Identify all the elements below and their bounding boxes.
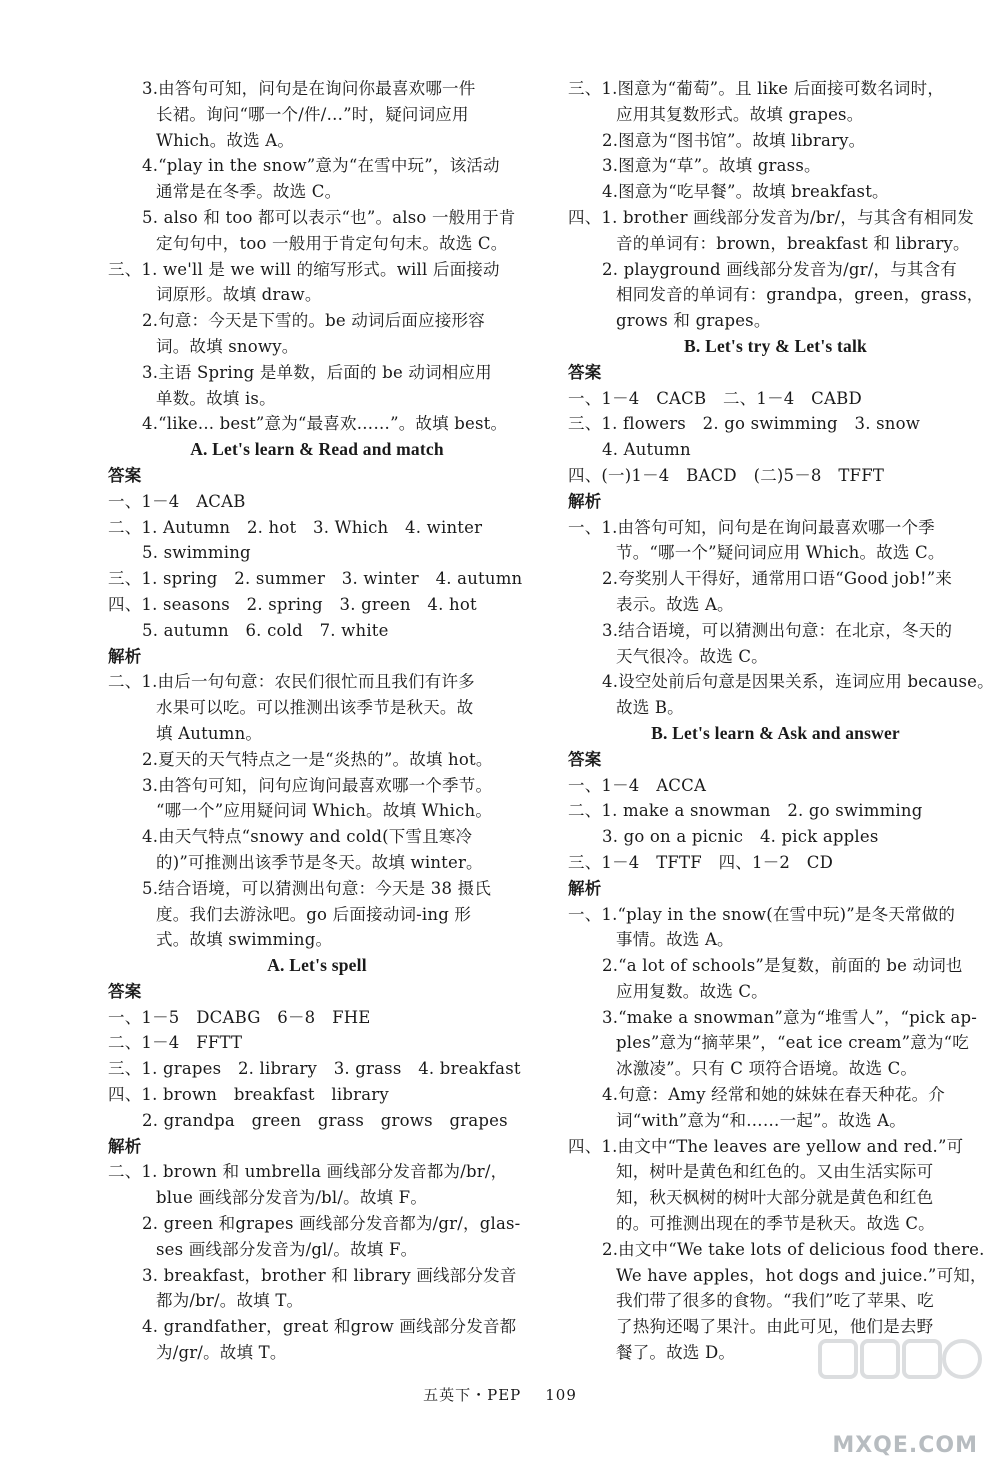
- left-column: [108, 76, 526, 1366]
- section-label: 答案: [568, 749, 602, 769]
- text-line: 一、1－5 DCABG 6－8 FHE: [108, 1007, 371, 1027]
- text-line: 填 Autumn。: [156, 723, 263, 743]
- text-line: 4.句意：Amy 经常和她的妹妹在春天种花。介: [602, 1085, 945, 1105]
- text-line: 一、1－4 CACB 二、1－4 CABD: [568, 388, 862, 408]
- text-line: 应用复数。故选 C。: [616, 981, 768, 1001]
- text-line: 的。可推测出现在的季节是秋天。故选 C。: [616, 1214, 935, 1234]
- text-line: 四、1. brother 画线部分发音为/br/，与其含有相同发: [568, 207, 974, 227]
- text-line: 长裙。询问“哪一个/件/…”时，疑问词应用: [156, 104, 469, 124]
- section-heading: A. Let's spell: [267, 955, 367, 976]
- text-line: 事情。故选 A。: [616, 930, 734, 950]
- text-line: 知，秋天枫树的树叶大部分就是黄色和红色: [616, 1188, 934, 1208]
- text-line: 3. go on a picnic 4. pick apples: [602, 827, 879, 847]
- text-line: 2.由文中“We take lots of delicious food there.: [602, 1239, 985, 1259]
- footer-label: 五英下・PEP: [423, 1386, 522, 1404]
- text-line: 的)”可推测出该季节是冬天。故填 winter。: [156, 852, 483, 872]
- text-line: 2.图意为“图书馆”。故填 library。: [602, 130, 866, 150]
- text-line: 4.“like... best”意为“最喜欢……”。故填 best。: [142, 414, 508, 434]
- text-line: 二、1. brown 和 umbrella 画线部分发音都为/br/，: [108, 1162, 508, 1182]
- text-line: 都为/br/。故填 T。: [156, 1291, 304, 1311]
- section-label: 答案: [108, 981, 142, 1001]
- watermark-text: MXQE.COM: [832, 1433, 978, 1458]
- text-line: 定句句中，too 一般用于肯定句句末。故选 C。: [156, 233, 508, 253]
- text-line: ses 画线部分发音为/gl/。故填 F。: [156, 1239, 418, 1259]
- text-line: 2.“a lot of schools”是复数，前面的 be 动词也: [602, 956, 963, 976]
- text-line: 4.图意为“吃早餐”。故填 breakfast。: [602, 182, 889, 202]
- section-label: 答案: [108, 465, 142, 485]
- text-line: 三、1. we'll 是 we will 的缩写形式。will 后面接动: [108, 259, 500, 279]
- section-heading: B. Let's learn & Ask and answer: [651, 722, 900, 743]
- watermark-logo-icon: [816, 1335, 986, 1430]
- text-line: 5. autumn 6. cold 7. white: [142, 620, 389, 640]
- text-line: 5.结合语境，可以猜测出句意：今天是 38 摄氏: [142, 878, 492, 898]
- text-line: 4.设空处前后句意是因果关系，连词应用 because。: [602, 672, 994, 692]
- text-line: 2.句意：今天是下雪的。be 动词后面应接形容: [142, 311, 485, 331]
- right-column: [568, 76, 994, 1366]
- text-line: 我们带了很多的食物。“我们”吃了苹果、吃: [616, 1291, 934, 1311]
- text-line: 四、(一)1－4 BACD (二)5－8 TFFT: [568, 465, 885, 485]
- text-line: 二、1.由后一句句意：农民们很忙而且我们有许多: [108, 672, 475, 692]
- text-line: 2.夸奖别人干得好，通常用口语“Good job!”来: [602, 569, 953, 589]
- text-line: 5. swimming: [142, 543, 251, 563]
- text-line: 餐了。故选 D。: [616, 1343, 736, 1363]
- text-line: 四、1. seasons 2. spring 3. green 4. hot: [108, 594, 477, 614]
- text-line: ples”意为“摘苹果”，“eat ice cream”意为“吃: [616, 1033, 969, 1053]
- text-line: We have apples，hot dogs and juice.”可知，: [616, 1265, 987, 1285]
- text-line: “哪一个”应用疑问词 Which。故填 Which。: [156, 801, 493, 821]
- text-line: 二、1. Autumn 2. hot 3. Which 4. winter: [108, 517, 483, 537]
- text-line: 三、1. grapes 2. library 3. grass 4. breakfast: [108, 1059, 521, 1079]
- text-line: 表示。故选 A。: [616, 594, 734, 614]
- text-line: 2. grandpa green grass grows grapes: [142, 1110, 508, 1130]
- text-line: 应用其复数形式。故填 grapes。: [616, 104, 864, 124]
- page-number: 109: [545, 1386, 577, 1404]
- text-line: 音的单词有：brown，breakfast 和 library。: [616, 233, 970, 253]
- section-label: 解析: [108, 646, 142, 666]
- section-heading: A. Let's learn & Read and match: [190, 439, 444, 460]
- text-line: 一、1.由答句可知，问句是在询问最喜欢哪一个季: [568, 517, 935, 537]
- text-line: 一、1－4 ACAB: [108, 491, 246, 511]
- text-line: 四、1. brown breakfast library: [108, 1085, 389, 1105]
- text-line: 3.由答句可知，问句是在询问你最喜欢哪一件: [142, 79, 476, 98]
- text-line: 度。我们去游泳吧。go 后面接动词-ing 形: [156, 904, 472, 924]
- text-line: 2. green 和grapes 画线部分发音都为/gr/，glas-: [142, 1214, 521, 1234]
- text-line: 了热狗还喝了果汁。由此可见，他们是去野: [616, 1317, 934, 1337]
- text-line: 4. grandfather，great 和grow 画线部分发音都: [142, 1317, 517, 1337]
- section-heading: B. Let's try & Let's talk: [684, 335, 867, 356]
- text-line: 二、1. make a snowman 2. go swimming: [568, 801, 923, 821]
- text-line: 3.由答句可知，问句应询问最喜欢哪一个季节。: [142, 775, 493, 795]
- text-line: 4. Autumn: [602, 440, 691, 460]
- text-line: 为/gr/。故填 T。: [156, 1343, 287, 1363]
- text-line: 故选 B。: [616, 698, 684, 718]
- text-line: 4.由天气特点“snowy and cold(下雪且寒冷: [142, 827, 473, 847]
- text-line: 3. breakfast，brother 和 library 画线部分发音: [142, 1265, 517, 1285]
- text-line: 词。故填 snowy。: [156, 336, 299, 356]
- text-line: 一、1.“play in the snow(在雪中玩)”是冬天常做的: [568, 904, 956, 924]
- section-label: 解析: [568, 491, 602, 511]
- text-line: Which。故选 A。: [156, 130, 295, 150]
- section-label: 解析: [108, 1136, 142, 1156]
- text-line: 2. playground 画线部分发音为/gr/，与其含有: [602, 259, 957, 279]
- text-line: 2.夏天的天气特点之一是“炎热的”。故填 hot。: [142, 749, 493, 769]
- text-line: 5. also 和 too 都可以表示“也”。also 一般用于肯: [142, 207, 516, 227]
- text-line: 四、1.由文中“The leaves are yellow and red.”可: [568, 1136, 964, 1156]
- text-line: 三、1. spring 2. summer 3. winter 4. autumn: [108, 569, 523, 589]
- text-line: 通常是在冬季。故选 C。: [156, 182, 342, 202]
- text-line: 节。“哪一个”疑问词应用 Which。故选 C。: [616, 543, 945, 563]
- text-line: 3.“make a snowman”意为“堆雪人”，“pick ap-: [602, 1007, 978, 1027]
- text-line: 三、1. flowers 2. go swimming 3. snow: [568, 414, 921, 434]
- text-line: 式。故填 swimming。: [156, 930, 333, 950]
- text-line: 知，树叶是黄色和红色的。又由生活实际可: [616, 1162, 934, 1182]
- text-line: 一、1－4 ACCA: [568, 775, 707, 795]
- text-line: 水果可以吃。可以推测出该季节是秋天。故: [156, 698, 474, 718]
- text-line: 二、1－4 FFTT: [108, 1033, 243, 1053]
- text-line: 相同发音的单词有：grandpa，green，grass，: [616, 285, 984, 305]
- text-line: 3.结合语境，可以猜测出句意：在北京，冬天的: [602, 620, 953, 640]
- text-line: 天气很冷。故选 C。: [616, 646, 768, 666]
- text-line: 词原形。故填 draw。: [156, 285, 322, 305]
- text-line: 单数。故填 is。: [156, 388, 276, 408]
- text-line: 冰激凌”。只有 C 项符合语境。故选 C。: [616, 1059, 918, 1079]
- text-line: grows 和 grapes。: [616, 311, 771, 331]
- section-label: 答案: [568, 362, 602, 382]
- text-line: 三、1－4 TFTF 四、1－2 CD: [568, 852, 834, 872]
- text-line: blue 画线部分发音为/bl/。故填 F。: [156, 1188, 428, 1208]
- text-line: 3.图意为“草”。故填 grass。: [602, 156, 821, 176]
- text-line: 4.“play in the snow”意为“在雪中玩”，该活动: [142, 156, 500, 176]
- text-line: 三、1.图意为“葡萄”。且 like 后面接可数名词时，: [568, 79, 945, 98]
- text-line: 3.主语 Spring 是单数，后面的 be 动词相应用: [142, 362, 492, 382]
- section-label: 解析: [568, 878, 602, 898]
- text-line: 词“with”意为“和……一起”。故选 A。: [616, 1110, 906, 1130]
